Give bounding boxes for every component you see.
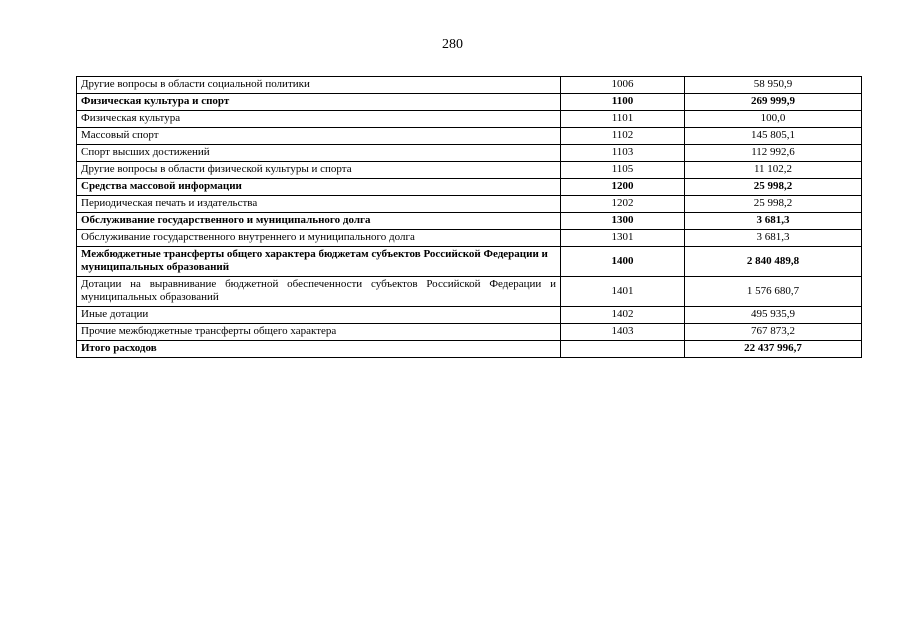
section-name: Периодическая печать и издательства — [77, 196, 561, 213]
table-row — [77, 179, 862, 196]
section-name: Физическая культура — [77, 111, 561, 128]
section-amount: 112 992,6 — [685, 145, 862, 162]
section-amount: 2 840 489,8 — [685, 247, 862, 277]
section-amount: 100,0 — [685, 111, 862, 128]
section-code: 1102 — [561, 128, 685, 145]
section-name: Межбюджетные трансферты общего характера бюджетам субъектов Российской Федерации и муниципальных образований — [77, 247, 561, 277]
section-code: 1100 — [561, 94, 685, 111]
section-code: 1402 — [561, 307, 685, 324]
section-code: 1101 — [561, 111, 685, 128]
section-code: 1400 — [561, 247, 685, 277]
section-name: Спорт высших достижений — [77, 145, 561, 162]
section-code: 1200 — [561, 179, 685, 196]
table-row — [77, 111, 862, 128]
table-row — [77, 213, 862, 230]
table-row — [77, 162, 862, 179]
section-name: Обслуживание государственного внутреннего и муниципального долга — [77, 230, 561, 247]
section-amount: 58 950,9 — [685, 77, 862, 94]
section-amount: 3 681,3 — [685, 213, 862, 230]
section-code: 1403 — [561, 324, 685, 341]
section-code: 1006 — [561, 77, 685, 94]
section-name: Физическая культура и спорт — [77, 94, 561, 111]
section-name: Дотации на выравнивание бюджетной обеспеченности субъектов Российской Федерации и муниципальных образований — [77, 277, 561, 307]
table-row — [77, 307, 862, 324]
expenditure-table — [76, 76, 862, 358]
section-amount: 767 873,2 — [685, 324, 862, 341]
table-row — [77, 77, 862, 94]
section-amount: 1 576 680,7 — [685, 277, 862, 307]
page-number: 280 — [442, 37, 463, 52]
section-name: Массовый спорт — [77, 128, 561, 145]
section-code: 1301 — [561, 230, 685, 247]
section-code: 1202 — [561, 196, 685, 213]
total-code — [561, 341, 685, 358]
table-row — [77, 145, 862, 162]
total-amount: 22 437 996,7 — [685, 341, 862, 358]
table-row — [77, 128, 862, 145]
table-row — [77, 247, 862, 277]
section-amount: 11 102,2 — [685, 162, 862, 179]
section-amount: 3 681,3 — [685, 230, 862, 247]
section-amount: 25 998,2 — [685, 179, 862, 196]
section-code: 1300 — [561, 213, 685, 230]
table-row — [77, 230, 862, 247]
section-name: Средства массовой информации — [77, 179, 561, 196]
total-label: Итого расходов — [77, 341, 561, 358]
table-row — [77, 94, 862, 111]
section-code: 1105 — [561, 162, 685, 179]
section-name: Другие вопросы в области физической культуры и спорта — [77, 162, 561, 179]
section-name: Прочие межбюджетные трансферты общего характера — [77, 324, 561, 341]
section-amount: 269 999,9 — [685, 94, 862, 111]
section-amount: 495 935,9 — [685, 307, 862, 324]
section-code: 1103 — [561, 145, 685, 162]
table-row — [77, 277, 862, 307]
section-name: Обслуживание государственного и муниципального долга — [77, 213, 561, 230]
section-amount: 25 998,2 — [685, 196, 862, 213]
table-row — [77, 324, 862, 341]
section-code: 1401 — [561, 277, 685, 307]
section-amount: 145 805,1 — [685, 128, 862, 145]
section-name: Иные дотации — [77, 307, 561, 324]
section-name: Другие вопросы в области социальной политики — [77, 77, 561, 94]
table-row — [77, 196, 862, 213]
total-row — [77, 341, 862, 358]
